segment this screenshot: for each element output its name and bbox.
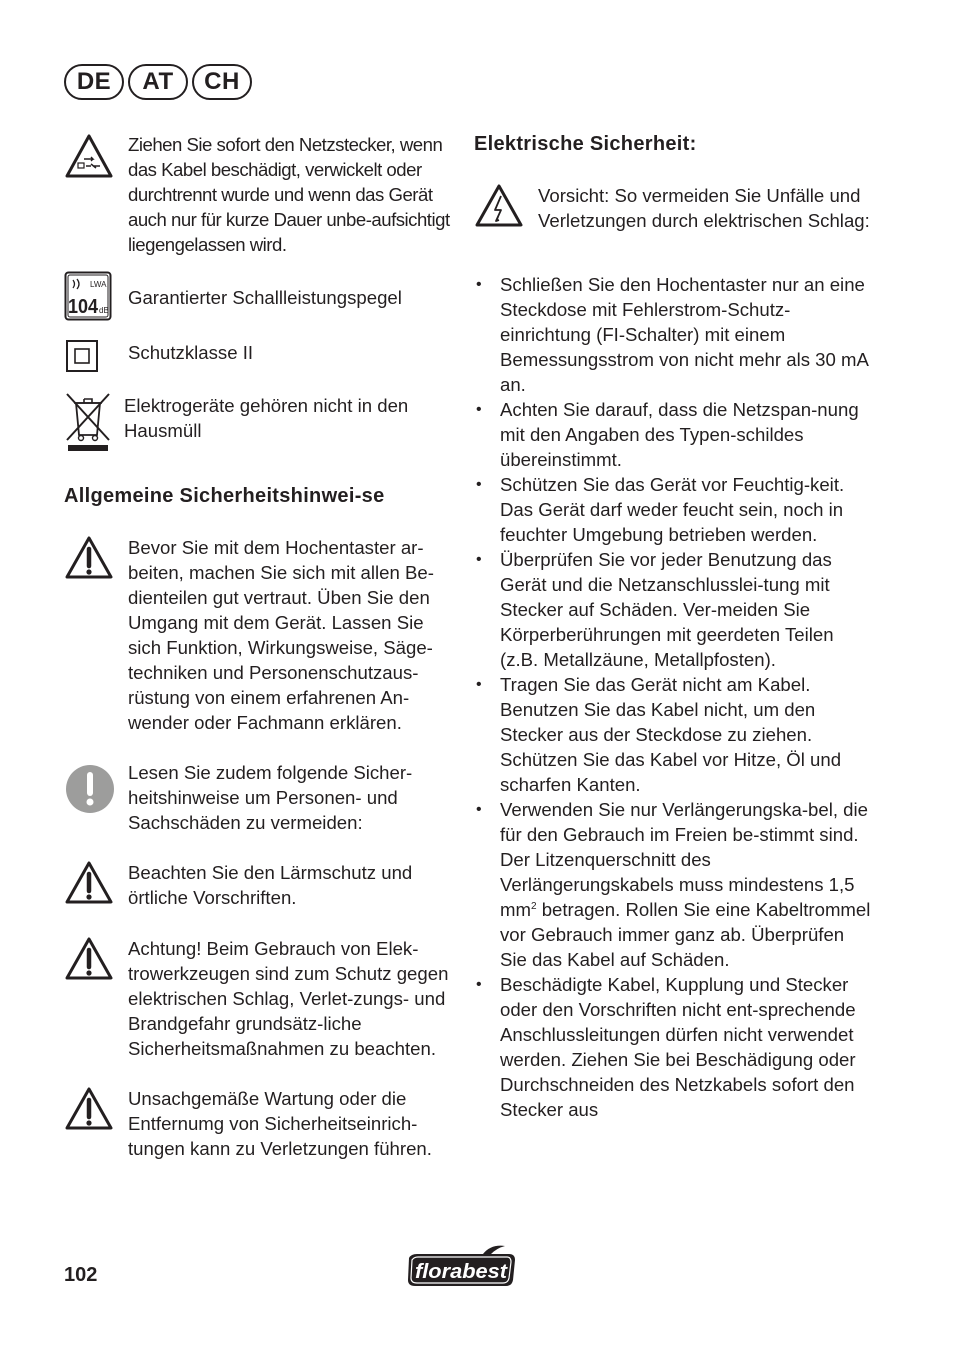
electrical-safety-heading: Elektrische Sicherheit: <box>474 133 697 155</box>
warning-text-3: Achtung! Beim Gebrauch von Elek-trowerkzeugen sind zum Schutz gegen elektrischen Schlag, Verlet-zungs- und Brandgefahr grundsätz-liche Sicherheitsmaßnahmen zu beachten. <box>128 938 449 1059</box>
weee-bin-icon <box>64 391 124 458</box>
list-item: • Überprüfen Sie vor jeder Benutzung das Gerät und die Netzanschlusslei-tung mit Stecker auf Schäden. Ver-meiden Sie Körperberührungen mit geerdeten Teilen (z.B. Metallzäune, Metallpfosten). <box>474 547 874 672</box>
sound-level-label: Garantierter Schallleistungspegel <box>128 287 402 308</box>
superscript-2: 2 <box>530 900 537 912</box>
lang-badge-de: DE <box>64 64 124 100</box>
electric-warning-text: Vorsicht: So vermeiden Sie Unfälle und Verletzungen durch elektrischen Schlag: <box>538 185 870 231</box>
warning-text-4: Unsachgemäße Wartung oder die Entfernumg von Sicherheitseinrich-tungen kann zu Verletzungen führen. <box>128 1088 432 1159</box>
list-item-text-a: Verwenden Sie nur Verlängerungska-bel, die für den Gebrauch im Freien be-stimmt sind. Der Litzenquerschnitt des Verlängerungskabels muss mindestens 1,5 mm <box>500 799 868 920</box>
list-item: • Beschädigte Kabel, Kupplung und Stecker oder den Vorschriften nicht ent-sprechende Anschlussleitungen dürfen nicht verwendet werden. Ziehen Sie bei Beschädigung oder Durchschneiden des Netzkabels sofort den Stecker aus <box>474 972 874 1122</box>
list-item: • Schützen Sie das Gerät vor Feuchtig-keit. Das Gerät darf weder feucht sein, noch in feuchter Umgebung betrieben werden. <box>474 472 874 547</box>
protection-class-ii-icon <box>64 338 128 379</box>
left-column <box>64 132 454 1161</box>
warning-triangle-icon <box>64 535 128 586</box>
sound-level-row <box>64 271 454 326</box>
warning-triangle-icon <box>64 936 128 987</box>
sound-badge-lwa: LWA <box>90 280 107 289</box>
electric-shock-warning-icon <box>474 183 538 234</box>
unplug-notice-text: Ziehen Sie sofort den Netzstecker, wenn das Kabel beschädigt, verwickelt oder durchtrennt wurde und wenn das Gerät auch nur für kurze Dauer unbe-aufsichtigt liegengelassen wird. <box>128 134 450 255</box>
sound-power-level-icon <box>64 271 128 326</box>
info-text-1: Lesen Sie zudem folgende Sicher-heitshinweise um Personen- und Sachschäden zu vermeiden: <box>128 762 413 833</box>
lang-badge-at: AT <box>128 64 188 100</box>
weee-text: Elektrogeräte gehören nicht in den Hausmüll <box>124 395 409 441</box>
list-item <box>474 797 874 972</box>
sound-badge-unit: dB <box>99 306 109 315</box>
exclamation-circle-icon <box>64 760 128 820</box>
lang-badge-ch: CH <box>192 64 252 100</box>
general-safety-heading: Allgemeine Sicherheitshinwei-se <box>64 485 385 507</box>
list-item: • Schließen Sie den Hochentaster nur an eine Steckdose mit Fehlerstrom-Schutz-einrichtung (FI-Schalter) mit einem Bemessungsstrom von nicht mehr als 30 mA an. <box>474 272 874 397</box>
florabest-logo <box>405 1244 519 1290</box>
warning-block-4 <box>64 1086 454 1161</box>
logo-text: florabest <box>415 1261 509 1283</box>
warning-block-3 <box>64 936 454 1061</box>
list-item-text-b: betragen. Rollen Sie eine Kabeltrommel vor Gebrauch immer ganz ab. Überprüfen Sie das Kabel auf Schäden. <box>500 899 871 970</box>
protection-class-label: Schutzklasse II <box>128 342 254 363</box>
warning-block-2 <box>64 860 454 911</box>
warning-triangle-icon <box>64 1086 128 1137</box>
info-block-1 <box>64 760 454 835</box>
warning-block-1 <box>64 535 454 735</box>
unplug-notice <box>64 132 454 257</box>
right-column <box>474 132 874 1122</box>
warning-triangle-icon <box>64 860 128 911</box>
electrical-safety-list <box>474 272 874 1122</box>
unplug-warning-icon <box>64 132 128 185</box>
language-badges <box>64 64 252 100</box>
list-item: • Tragen Sie das Gerät nicht am Kabel. Benutzen Sie das Kabel nicht, um den Stecker aus der Steckdose zu ziehen. Schützen Sie das Kabel vor Hitze, Öl und scharfen Kanten. <box>474 672 874 797</box>
warning-text-1: Bevor Sie mit dem Hochentaster ar-beiten, machen Sie sich mit allen Be-dienteilen gut vertraut. Üben Sie den Umgang mit dem Gerät. Lassen Sie sich Funktion, Wirkungsweise, Säge-techniken und Personenschutzaus-rüstung von einem erfahrenen An-wender oder Fachmann erklären. <box>128 537 434 733</box>
weee-row <box>64 391 454 458</box>
electric-warning-block <box>474 183 874 234</box>
warning-text-2: Beachten Sie den Lärmschutz und örtliche Vorschriften. <box>128 862 413 908</box>
sound-badge-value: 104 <box>68 296 99 318</box>
list-item: • Achten Sie darauf, dass die Netzspan-nung mit den Angaben des Typen-schildes übereinstimmt. <box>474 397 874 472</box>
protection-class-row <box>64 338 454 379</box>
page-number: 102 <box>64 1264 98 1286</box>
